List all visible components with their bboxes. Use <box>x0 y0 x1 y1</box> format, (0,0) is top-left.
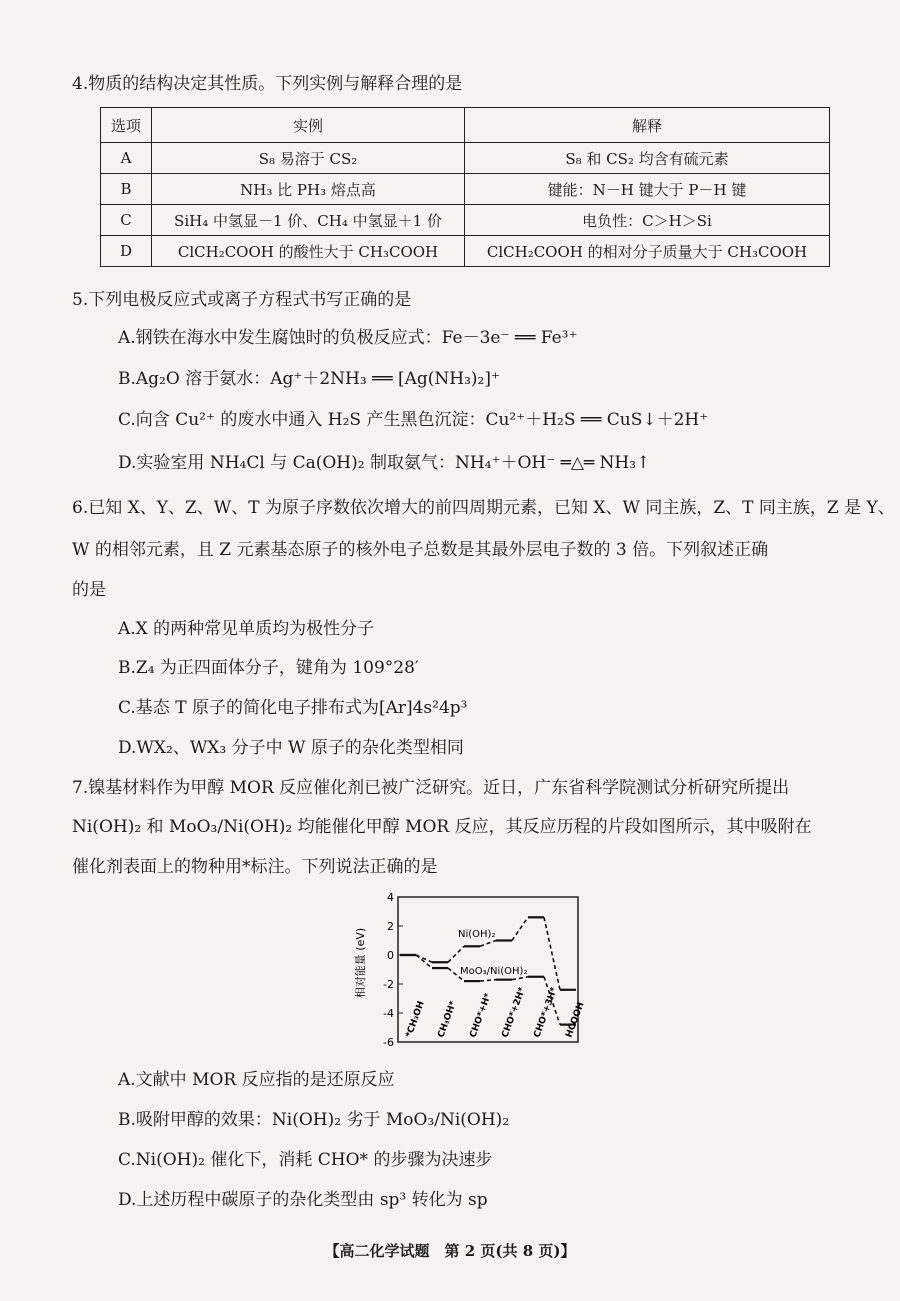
ni-oh2-series-connector <box>544 917 560 990</box>
y-tick-label: 0 <box>387 949 394 962</box>
table-row <box>101 236 830 267</box>
q7-option-b: B.吸附甲醇的效果：Ni(OH)₂ 劣于 MoO₃/Ni(OH)₂ <box>118 1110 510 1130</box>
series-label-ni: Ni(OH)₂ <box>458 929 496 940</box>
q7-option-c: C.Ni(OH)₂ 催化下，消耗 CHO* 的步骤为决速步 <box>118 1150 493 1170</box>
q4-table <box>100 107 830 267</box>
x-category-label: CHO*+3H* <box>532 986 560 1040</box>
q6-option-a: A.X 的两种常见单质均为极性分子 <box>118 619 375 639</box>
table-cell: ClCH₂COOH 的相对分子质量大于 CH₃COOH <box>465 236 830 267</box>
q6-option-b: B.Z₄ 为正四面体分子，键角为 109°28′ <box>118 658 419 678</box>
table-cell: ClCH₂COOH 的酸性大于 CH₃COOH <box>152 236 465 267</box>
moo3-ni-oh2-series-connector <box>512 977 528 980</box>
ni-oh2-series-connector <box>448 946 464 962</box>
x-category-label: HCOOH <box>564 1000 587 1040</box>
y-tick-label: -4 <box>383 1007 394 1020</box>
q5-stem: 5.下列电极反应式或离子方程式书写正确的是 <box>72 290 412 310</box>
y-tick-label: 2 <box>387 920 394 933</box>
x-category-label: *CH₃OH <box>404 999 427 1040</box>
q6-stem-line: 6.已知 X、Y、Z、W、T 为原子序数依次增大的前四周期元素，已知 X、W 同主族，Z、T 同主族，Z 是 Y、 <box>72 498 895 518</box>
q6-stem-line: 的是 <box>72 580 106 600</box>
q5-option-c: C.向含 Cu²⁺ 的废水中通入 H₂S 产生黑色沉淀：Cu²⁺＋H₂S ══ CuS↓＋2H⁺ <box>118 410 709 430</box>
x-category-label: CHO*+2H* <box>500 986 528 1040</box>
x-category-label: CHO*+H* <box>468 992 494 1040</box>
y-axis-label: 相对能量 (eV) <box>354 927 367 999</box>
table-cell: 电负性：C＞H＞Si <box>465 205 830 236</box>
q5-option-a: A.钢铁在海水中发生腐蚀时的负极反应式：Fe－3e⁻ ══ Fe³⁺ <box>118 328 578 348</box>
q6-option-c: C.基态 T 原子的简化电子排布式为[Ar]4s²4p³ <box>118 698 468 718</box>
table-header: 解释 <box>465 108 830 143</box>
table-row <box>101 143 830 174</box>
q7-option-a: A.文献中 MOR 反应指的是还原反应 <box>118 1070 395 1090</box>
table-cell: SiH₄ 中氢显－1 价、CH₄ 中氢显＋1 价 <box>152 205 465 236</box>
table-header: 实例 <box>152 108 465 143</box>
y-tick-label: -6 <box>383 1036 394 1049</box>
q5-option-d: D.实验室用 NH₄Cl 与 Ca(OH)₂ 制取氨气：NH₄⁺＋OH⁻ ═△═ NH₃↑ <box>118 453 651 473</box>
table-cell: 键能：N－H 键大于 P－H 键 <box>465 174 830 205</box>
series-label-mo: MoO₃/Ni(OH)₂ <box>460 966 528 977</box>
table-cell: S₈ 和 CS₂ 均含有硫元素 <box>465 143 830 174</box>
q4-stem: 4.物质的结构决定其性质。下列实例与解释合理的是 <box>72 74 463 94</box>
table-header: 选项 <box>101 108 152 143</box>
energy-profile-chart <box>340 885 590 1055</box>
table-row <box>101 205 830 236</box>
q6-option-d: D.WX₂、WX₃ 分子中 W 原子的杂化类型相同 <box>118 738 464 758</box>
table-header-row <box>101 108 830 143</box>
q7-stem-line: 催化剂表面上的物种用*标注。下列说法正确的是 <box>72 857 438 877</box>
moo3-ni-oh2-series-connector <box>480 980 496 981</box>
y-tick-label: -2 <box>383 978 394 991</box>
table-cell: S₈ 易溶于 CS₂ <box>152 143 465 174</box>
q6-stem-line: W 的相邻元素，且 Z 元素基态原子的核外电子总数是其最外层电子数的 3 倍。下列叙述正确 <box>72 540 769 560</box>
ni-oh2-series-connector <box>480 941 496 947</box>
table-cell: D <box>101 236 152 267</box>
table-cell: B <box>101 174 152 205</box>
table-cell: C <box>101 205 152 236</box>
table-cell: NH₃ 比 PH₃ 熔点高 <box>152 174 465 205</box>
table-cell: A <box>101 143 152 174</box>
ni-oh2-series-connector <box>512 917 528 940</box>
q7-stem-line: 7.镍基材料作为甲醇 MOR 反应催化剂已被广泛研究。近日，广东省科学院测试分析研究所提出 <box>72 778 790 798</box>
q5-option-b: B.Ag₂O 溶于氨水：Ag⁺＋2NH₃ ══ [Ag(NH₃)₂]⁺ <box>118 369 500 389</box>
q7-option-d: D.上述历程中碳原子的杂化类型由 sp³ 转化为 sp <box>118 1190 488 1210</box>
y-tick-label: 4 <box>387 891 394 904</box>
x-category-label: CH₃OH* <box>436 999 459 1040</box>
q7-stem-line: Ni(OH)₂ 和 MoO₃/Ni(OH)₂ 均能催化甲醇 MOR 反应，其反应历程的片段如图所示，其中吸附在 <box>72 817 812 837</box>
table-row <box>101 174 830 205</box>
page-footer: 【高二化学试题 第 2 页(共 8 页)】 <box>324 1242 576 1260</box>
